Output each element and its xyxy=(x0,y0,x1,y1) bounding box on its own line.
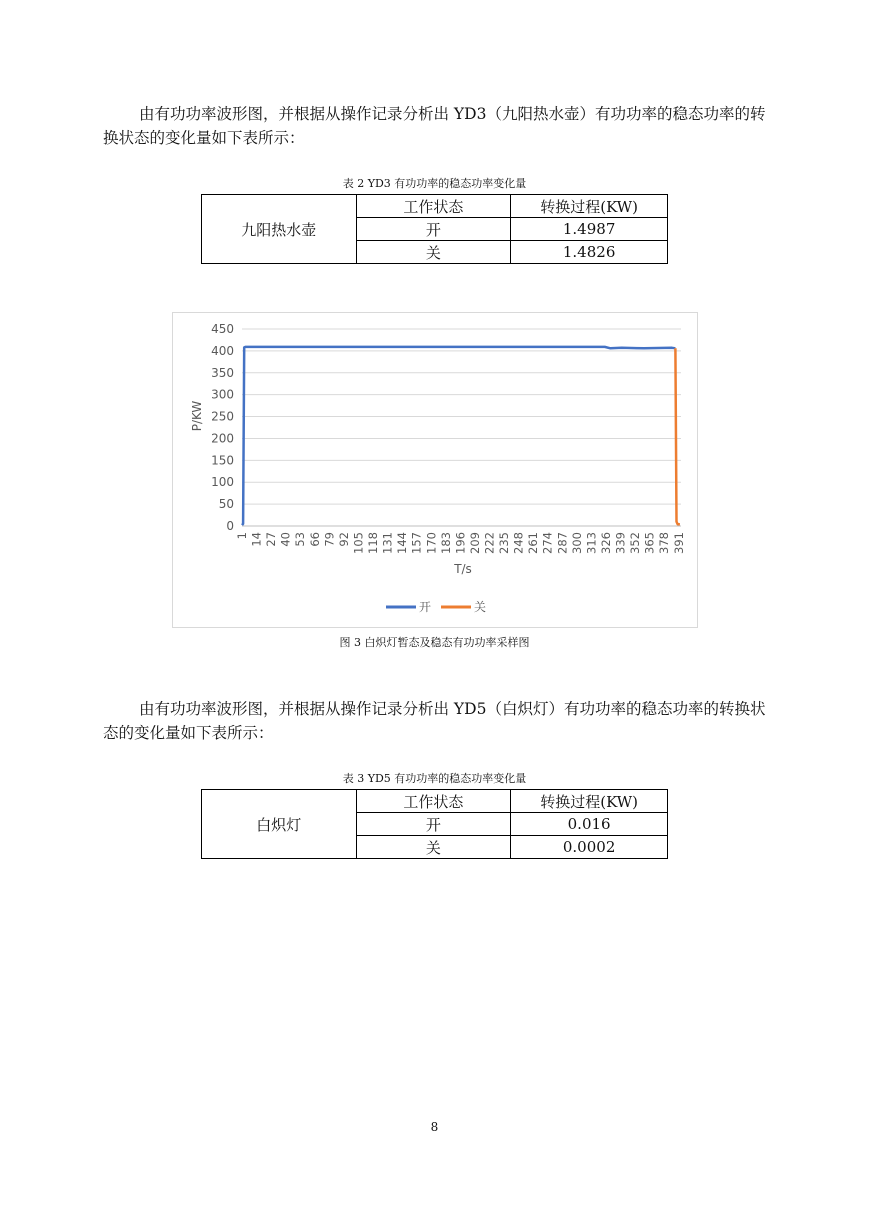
x-axis-label: T/s xyxy=(454,562,472,576)
y-tick-label: 450 xyxy=(211,322,234,336)
state-cell: 开 xyxy=(356,813,511,836)
x-tick-label: 170 xyxy=(424,532,439,554)
x-tick-label: 222 xyxy=(482,532,497,554)
table2-caption: 表 2 YD3 有功功率的稳态功率变化量 xyxy=(342,177,527,190)
chart-legend xyxy=(386,600,486,614)
x-tick-label: 14 xyxy=(249,532,264,547)
x-tick-label: 79 xyxy=(322,532,337,547)
x-tick-label: 365 xyxy=(642,532,657,554)
x-tick-label: 261 xyxy=(526,532,541,554)
power-chart xyxy=(172,312,698,628)
x-tick-label: 131 xyxy=(380,532,395,554)
x-tick-label: 313 xyxy=(584,532,599,554)
y-axis-label: P/KW xyxy=(190,400,204,432)
x-tick-label: 40 xyxy=(278,532,293,547)
x-tick-label: 196 xyxy=(453,532,468,554)
device-cell: 九阳热水壶 xyxy=(202,195,357,264)
x-tick-label: 27 xyxy=(264,532,279,547)
series-line-0 xyxy=(242,347,675,525)
series-line-1 xyxy=(675,348,680,524)
y-tick-label: 100 xyxy=(211,475,234,490)
x-tick-label: 105 xyxy=(351,532,366,554)
x-tick-label: 326 xyxy=(598,532,613,554)
x-tick-label: 248 xyxy=(511,532,526,554)
value-cell: 1.4826 xyxy=(511,241,668,264)
value-cell: 0.0002 xyxy=(511,836,668,859)
x-tick-label: 209 xyxy=(467,532,482,554)
x-tick-label: 274 xyxy=(540,532,555,554)
y-tick-label: 300 xyxy=(211,387,234,402)
table2 xyxy=(201,194,668,264)
y-tick-label: 50 xyxy=(218,497,234,512)
page-number: 8 xyxy=(430,1120,439,1134)
header-change: 转换过程(KW) xyxy=(511,195,668,218)
table3 xyxy=(201,789,668,859)
y-tick-label: 0 xyxy=(226,519,234,533)
device-cell: 白炽灯 xyxy=(202,790,357,859)
legend-label: 关 xyxy=(474,600,487,614)
x-tick-label: 287 xyxy=(555,532,570,554)
y-tick-label: 400 xyxy=(211,343,234,358)
chart-svg xyxy=(173,313,697,627)
y-tick-label: 150 xyxy=(211,453,234,468)
header-change: 转换过程(KW) xyxy=(511,790,668,813)
table3-caption: 表 3 YD5 有功功率的稳态功率变化量 xyxy=(342,772,527,785)
header-state: 工作状态 xyxy=(356,195,511,218)
x-tick-label: 1 xyxy=(235,532,249,540)
x-tick-label: 92 xyxy=(336,532,351,547)
legend-label: 开 xyxy=(419,600,432,614)
value-cell: 1.4987 xyxy=(511,218,668,241)
x-tick-label: 235 xyxy=(497,532,512,554)
x-tick-label: 352 xyxy=(628,532,643,554)
value-cell: 0.016 xyxy=(511,813,668,836)
x-tick-label: 157 xyxy=(409,532,424,554)
x-tick-label: 378 xyxy=(657,532,672,554)
y-tick-label: 200 xyxy=(211,431,234,446)
x-tick-label: 300 xyxy=(569,532,584,554)
x-tick-label: 339 xyxy=(613,532,628,554)
x-tick-label: 144 xyxy=(395,532,410,554)
x-tick-label: 391 xyxy=(671,532,686,554)
x-tick-label: 53 xyxy=(293,532,308,547)
state-cell: 关 xyxy=(356,836,511,859)
paragraph-yd3: 由有功功率波形图，并根据从操作记录分析出 YD3（九阳热水壶）有功功率的稳态功率的转换状态的变化量如下表所示： xyxy=(103,105,766,147)
paragraph-yd5: 由有功功率波形图，并根据从操作记录分析出 YD5（白炽灯）有功功率的稳态功率的转换状态的变化量如下表所示： xyxy=(103,700,766,742)
header-state: 工作状态 xyxy=(356,790,511,813)
y-tick-label: 350 xyxy=(211,365,234,380)
x-tick-label: 118 xyxy=(366,532,381,554)
y-tick-label: 250 xyxy=(211,409,234,424)
state-cell: 开 xyxy=(356,218,511,241)
figure3-caption: 图 3 白炽灯暂态及稳态有功功率采样图 xyxy=(339,636,530,649)
x-tick-label: 183 xyxy=(438,532,453,554)
state-cell: 关 xyxy=(356,241,511,264)
x-tick-label: 66 xyxy=(307,532,322,547)
